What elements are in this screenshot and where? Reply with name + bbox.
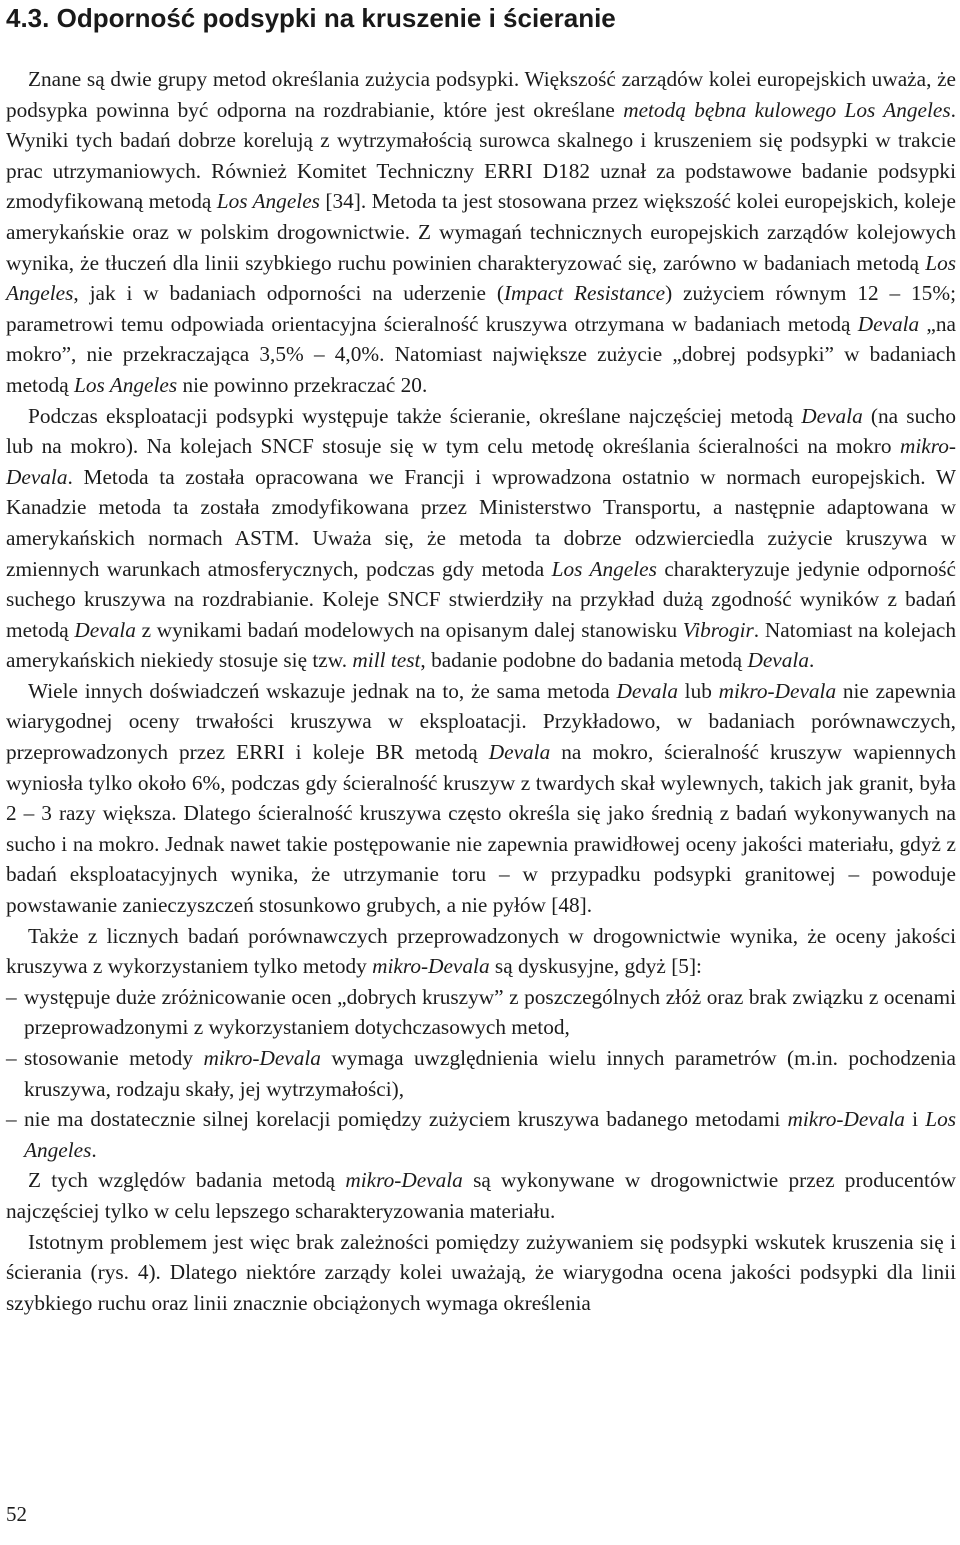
p2-text: . Metoda ta została opracowana we Francji i wprowadzona ostatnio w normach europejskich. W Kanadzie metoda ta została zmodyfikowana przez Ministerstwo Transportu, a następnie adaptowana w amerykańskich normach ASTM. Uważa się, że metoda ta dobrze odzwierciedla zużycie kruszywa w zmiennych warunkach atmosferycznych, podczas gdy metoda bbox=[6, 464, 956, 581]
p2-text: Podczas eksploatacji podsypki występuje także ścieranie, określane najczęściej metodą bbox=[28, 403, 802, 428]
p5-text: Z tych względów badania metodą bbox=[28, 1168, 346, 1193]
p2-italic: mikro-Devala bbox=[6, 434, 956, 489]
paragraph-1 bbox=[6, 64, 956, 401]
p1-text: , jak i w badaniach odporności na uderzenie ( bbox=[73, 281, 504, 306]
p2-italic: Los Angeles bbox=[551, 556, 657, 581]
paragraph-4 bbox=[6, 921, 956, 982]
p2-italic: Vibrogir bbox=[682, 617, 754, 642]
p2-italic: Devala bbox=[74, 617, 136, 642]
p5-text: są wykonywane w drogownictwie przez producentów najczęściej tylko w celu lepszego scharakteryzowania materiału. bbox=[6, 1168, 956, 1223]
p3-italic: Devala bbox=[488, 740, 551, 765]
list-item-text: nie ma dostatecznie silnej korelacji pomiędzy zużyciem kruszywa badanego metodami bbox=[24, 1107, 788, 1132]
list-item bbox=[24, 982, 956, 1043]
p3-italic: mikro-Devala bbox=[718, 678, 837, 703]
p4-text: Także z licznych badań porównawczych przeprowadzonych w drogownictwie wynika, że oceny jakości kruszywa z wykorzystaniem tylko metody bbox=[6, 923, 956, 979]
paragraph-5 bbox=[6, 1165, 956, 1226]
dash-list bbox=[6, 982, 956, 1166]
p3-text: lub bbox=[677, 678, 719, 703]
p3-italic: Devala bbox=[616, 678, 678, 703]
list-item-text: . bbox=[91, 1137, 97, 1162]
p1-italic: Los Angeles bbox=[6, 250, 956, 306]
section-heading: 4.3. Odporność podsypki na kruszenie i ścieranie bbox=[6, 3, 616, 33]
list-item-italic: Los Angeles bbox=[24, 1107, 956, 1162]
p1-italic: Los Angeles bbox=[216, 189, 320, 214]
document-page bbox=[6, 0, 956, 1318]
list-item bbox=[24, 1043, 956, 1104]
list-item-italic: mikro-Devala bbox=[787, 1107, 905, 1132]
list-item-text: stosowanie metody bbox=[24, 1046, 204, 1070]
p2-text: charakteryzuje jedynie odporność suchego kruszywa na rozdrabianie. Koleje SNCF stwierdziły na przykład dużą zgodność wyników z badań metodą bbox=[6, 556, 956, 642]
p2-text: . bbox=[808, 648, 815, 673]
paragraph-6 bbox=[6, 1227, 956, 1319]
p6-text: Istotnym problemem jest więc brak zależności pomiędzy zużywaniem się podsypki wskutek kruszenia się i ścierania (rys. 4). Dlatego niektóre zarządy kolei uważają, że wiarygodna ocena jakości podsypki dla linii szybkiego ruchu oraz linii znacznie obciążonych wymaga określenia bbox=[6, 1229, 956, 1315]
p2-italic: Devala bbox=[747, 648, 809, 673]
list-item-text: występuje duże zróżnicowanie ocen „dobrych kruszyw” z poszczególnych złóż oraz brak związku z ocenami przeprowadzonymi z wykorzystaniem dotychczasowych metod, bbox=[24, 984, 956, 1040]
p2-text: , badanie podobne do badania metodą bbox=[420, 648, 748, 673]
p1-text: Znane są dwie grupy metod określania zużycia podsypki. Większość zarządów kolei europejskich uważa, że podsypka powinna być odporna na rozdrabianie, które jest określane bbox=[6, 67, 956, 122]
paragraph-3 bbox=[6, 676, 956, 921]
p4-text: są dyskusyjne, gdyż [5]: bbox=[489, 954, 702, 979]
list-item-text: wymaga uwzględnienia wielu innych parametrów (m.in. pochodzenia kruszywa, rodzaju skały, jej wytrzymałości), bbox=[24, 1046, 956, 1101]
p3-text: na mokro, ścieralność kruszyw wapiennych wyniosła tylko około 6%, podczas gdy ścieralność kruszyw z twardych skał wylewnych, takich jak granit, była 2 – 3 razy większa. Dlatego ścieralność kruszywa często określa się jako średnią z badań wykonywanych na sucho i na mokro. Jednak nawet takie postępowanie nie zapewnia prawidłowej oceny jakości materiału, gdyż z badań eksploatacyjnych wynika, że utrzymanie toru – w przypadku podsypki granitowej – powoduje powstawanie zanieczyszczeń stosunkowo grubych, a nie pyłów [48]. bbox=[6, 740, 956, 918]
list-item bbox=[24, 1104, 956, 1165]
p3-text: nie zapewnia wiarygodnej oceny trwałości kruszywa w eksploatacji. Przykładowo, w badaniach porównawczych, przeprowadzonych przez ERRI i koleje BR metodą bbox=[6, 678, 956, 765]
paragraph-2 bbox=[6, 401, 956, 676]
section-body bbox=[6, 64, 956, 1318]
p2-italic: mill test bbox=[352, 648, 421, 673]
list-item-text: i bbox=[904, 1107, 926, 1132]
page-number: 52 bbox=[6, 1502, 27, 1526]
list-item-italic: mikro-Devala bbox=[203, 1046, 321, 1070]
p1-italic: Devala bbox=[857, 311, 920, 336]
p4-italic: mikro-Devala bbox=[372, 954, 490, 979]
p2-text: . Natomiast na kolejach amerykańskich niekiedy stosuje się tzw. bbox=[6, 617, 956, 673]
p1-italic: Impact Resistance bbox=[503, 281, 666, 306]
p1-text: nie powinno przekraczać 20. bbox=[177, 372, 428, 397]
p2-italic: Devala bbox=[801, 403, 863, 428]
p1-text: „na mokro”, nie przekraczająca 3,5% – 4,0%. Natomiast największe zużycie „dobrej podsypki” w badaniach metodą bbox=[6, 311, 956, 397]
p2-text: z wynikami badań modelowych na opisanym dalej stanowisku bbox=[135, 617, 683, 642]
p1-italic: Los Angeles bbox=[74, 372, 178, 397]
p1-text: ) zużyciem równym 12 – 15%; parametrowi temu odpowiada orientacyjna ścieralność kruszywa otrzymana w badaniach metodą bbox=[6, 281, 956, 336]
p1-text: . Wyniki tych badań dobrze korelują z wytrzymałością surowca skalnego i kruszeniem się podsypki w trakcie prac utrzymaniowych. Również Komitet Techniczny ERRI D182 uznał za podstawowe badanie podsypki zmodyfikowaną metodą bbox=[6, 97, 956, 214]
p3-text: Wiele innych doświadczeń wskazuje jednak na to, że sama metoda bbox=[28, 678, 617, 703]
p5-italic: mikro-Devala bbox=[345, 1168, 463, 1193]
p1-italic: metodą bębna kulowego Los Angeles bbox=[623, 97, 951, 122]
p2-text: (na sucho lub na mokro). Na kolejach SNCF stosuje się w tym celu metodę określania ścieralności na mokro bbox=[6, 403, 956, 459]
p1-text: [34]. Metoda ta jest stosowana przez większość kolei europejskich, koleje amerykańskie oraz w polskim drogownictwie. Z wymagań technicznych europejskich zarządów kolejowych wynika, że tłuczeń dla linii szybkiego ruchu powinien charakteryzować się, zarówno w badaniach metodą bbox=[6, 189, 956, 275]
